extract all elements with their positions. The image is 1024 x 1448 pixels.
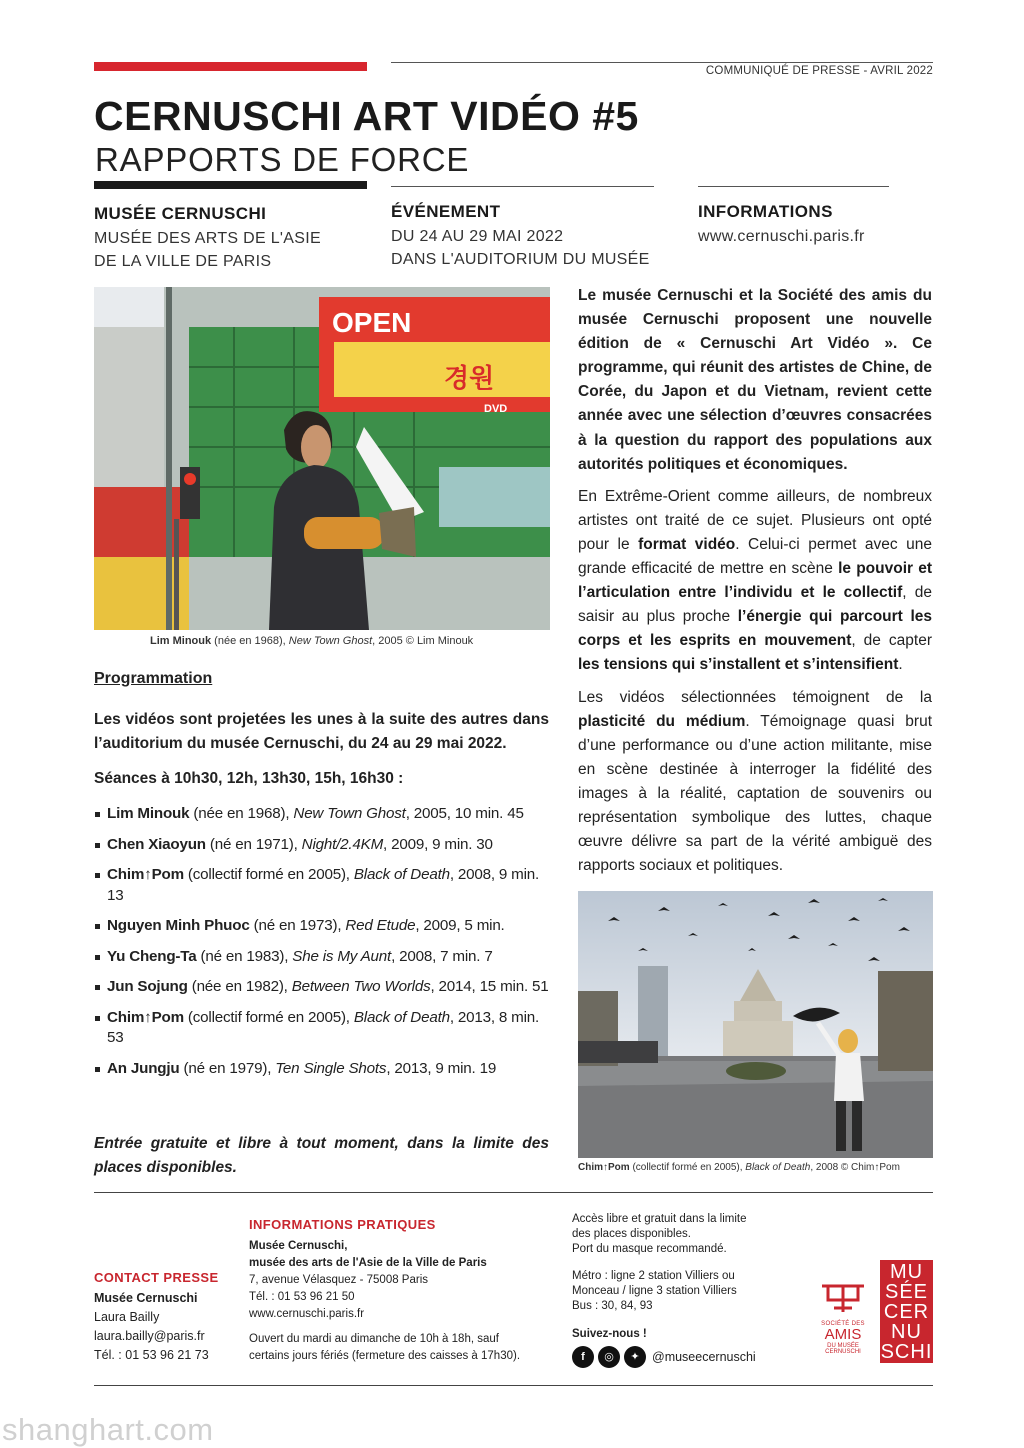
amis-bottom: DU MUSÉE xyxy=(827,1343,859,1349)
contact-phone: Tél. : 01 53 96 21 73 xyxy=(94,1348,209,1362)
caption-artist: Lim Minouk xyxy=(150,635,212,647)
caption-text: (née en 1968), xyxy=(211,635,289,647)
text-run: les tensions qui s’installent et s’intensifient xyxy=(578,656,899,674)
info-hours: certains jours fériés (fermeture des caisses à 17h30). xyxy=(249,1350,521,1362)
amis-bottom: CERNUSCHI xyxy=(825,1349,861,1355)
work-title: She is My Aunt xyxy=(292,947,392,965)
column-informations xyxy=(698,202,865,248)
page-title: CERNUSCHI ART VIDÉO #5 xyxy=(94,93,639,139)
text-run: . Celui-ci permet avec une grande efficacité de mettre en scène xyxy=(578,535,933,578)
artist-info: (né en 1971), xyxy=(205,835,302,853)
caption-artist: Chim↑Pom xyxy=(578,1162,630,1173)
artist-name: Chen Xiaoyun xyxy=(107,835,206,853)
facebook-icon[interactable]: f xyxy=(572,1346,594,1368)
list-item xyxy=(94,947,554,968)
photo-new-town-ghost-caption xyxy=(150,635,473,647)
column-event xyxy=(391,202,650,271)
press-contact-heading: CONTACT PRESSE xyxy=(94,1270,219,1285)
contact-org: Musée Cernuschi xyxy=(94,1291,198,1305)
transport-line: Métro : ligne 2 station Villiers ou xyxy=(572,1270,735,1282)
sign-korean-text: 경원 xyxy=(444,364,495,394)
work-details: , 2008, 7 min. 7 xyxy=(391,947,493,965)
info-org: Musée Cernuschi, xyxy=(249,1240,348,1252)
work-details: , 2005, 10 min. 45 xyxy=(405,805,524,822)
column-heading: INFORMATIONS xyxy=(698,202,833,221)
work-details: , 2009, 5 min. xyxy=(415,917,505,934)
footer-rule xyxy=(94,1192,933,1193)
work-details: , 2008, 9 min. 13 xyxy=(107,866,540,904)
header-red-bar xyxy=(94,62,367,71)
column-heading: ÉVÉNEMENT xyxy=(391,202,501,221)
twitter-icon[interactable]: ✦ xyxy=(624,1346,646,1368)
list-item xyxy=(94,865,554,906)
practical-info xyxy=(249,1217,559,1365)
transport-line: Monceau / ligne 3 station Villiers xyxy=(572,1285,737,1297)
column-rule xyxy=(391,186,654,187)
work-title: Black of Death xyxy=(353,1008,450,1026)
list-item xyxy=(94,804,554,825)
website-link[interactable]: www.cernuschi.paris.fr xyxy=(698,228,865,245)
work-title: Ten Single Shots xyxy=(275,1059,387,1077)
session-times: Séances à 10h30, 12h, 13h30, 15h, 16h30 : xyxy=(94,770,404,787)
transport-line: Bus : 30, 84, 93 xyxy=(572,1300,653,1312)
artist-name: Chim↑Pom xyxy=(107,866,184,883)
amis-logo xyxy=(816,1280,870,1355)
column-museum xyxy=(94,204,321,273)
artist-name: Nguyen Minh Phuoc xyxy=(107,917,250,934)
list-item xyxy=(94,916,554,937)
info-website[interactable]: www.cernuschi.paris.fr xyxy=(249,1308,365,1320)
artist-name: Jun Sojung xyxy=(107,978,188,995)
artist-name: Chim↑Pom xyxy=(107,1008,184,1026)
text-run: . xyxy=(898,656,903,674)
caption-text: , 2008 © Chim↑Pom xyxy=(810,1162,900,1173)
header-rule xyxy=(391,62,933,63)
logo-line: SÉE xyxy=(884,1281,929,1303)
programme-list xyxy=(94,804,554,1089)
text-run: En Extrême-Orient comme ailleurs, de nombreux artistes ont traité de ce sujet. Plusieurs ont opté pour le xyxy=(578,487,932,553)
work-details: , 2014, 15 min. 51 xyxy=(430,978,549,995)
artist-info: (né en 1979), xyxy=(179,1059,276,1077)
text-run: format vidéo xyxy=(638,535,736,553)
photo-new-town-ghost-illustration xyxy=(94,287,550,630)
work-details: , 2009, 9 min. 30 xyxy=(383,835,493,853)
column-line: DANS L'AUDITORIUM DU MUSÉE xyxy=(391,251,650,268)
contact-email[interactable]: laura.bailly@paris.fr xyxy=(94,1329,205,1343)
instagram-icon[interactable]: ◎ xyxy=(598,1346,620,1368)
programme-heading: Programmation xyxy=(94,670,213,687)
page-subtitle: RAPPORTS DE FORCE xyxy=(95,141,470,178)
programme-intro: Les vidéos sont projetées les unes à la suite des autres dans l’auditorium du musée Cernuschi, du 24 au 29 mai 2022. xyxy=(94,711,549,752)
contact-name: Laura Bailly xyxy=(94,1310,160,1324)
text-run: , de capter xyxy=(851,632,932,650)
photo-black-of-death xyxy=(578,891,933,1158)
caption-work: New Town Ghost xyxy=(288,635,373,647)
follow-us: Suivez-nous ! xyxy=(572,1328,647,1340)
artist-info: (né en 1983), xyxy=(196,947,293,965)
photo-black-of-death-illustration xyxy=(578,891,933,1158)
column-line: MUSÉE DES ARTS DE L'ASIE xyxy=(94,230,321,247)
work-title: New Town Ghost xyxy=(293,805,406,822)
caption-text: (collectif formé en 2005), xyxy=(629,1162,746,1173)
amis-big: AMIS xyxy=(824,1326,862,1343)
access-info xyxy=(572,1212,812,1368)
access-line: Accès libre et gratuit dans la limite xyxy=(572,1213,747,1225)
logo-line: MU xyxy=(889,1261,924,1283)
access-line: des places disponibles. xyxy=(572,1228,691,1240)
text-run: l’énergie qui parcourt les corps et les esprits en mouvement xyxy=(578,608,933,650)
list-item xyxy=(94,977,554,998)
artist-name: An Jungju xyxy=(107,1059,180,1077)
title-black-bar xyxy=(94,181,367,189)
museum-logo xyxy=(880,1260,933,1363)
work-title: Between Two Worlds xyxy=(291,978,431,995)
column-heading: MUSÉE CERNUSCHI xyxy=(94,204,267,223)
info-phone: Tél. : 01 53 96 21 50 xyxy=(249,1291,355,1303)
artist-info: (née en 1968), xyxy=(189,805,294,822)
artist-info: (collectif formé en 2005), xyxy=(183,1008,354,1026)
logo-line: CER xyxy=(883,1301,930,1323)
text-run: Les vidéos sélectionnées témoignent de la xyxy=(578,688,932,706)
work-title: Black of Death xyxy=(353,866,450,883)
intro-paragraph: Le musée Cernuschi et la Société des amis du musée Cernuschi proposent une nouvelle édition de « Cernuschi Art Vidéo ». Ce programme, qui réunit des artistes de Chine, de Corée, du Japon et du Vietnam, revient cette année avec une sélection d’œuvres consacrées à la question du rapport des populations aux autorités politiques et économiques. xyxy=(578,287,932,473)
footer-bottom-rule xyxy=(94,1385,933,1386)
logo-line: NU xyxy=(891,1321,922,1343)
amis-top: SOCIÉTÉ DES xyxy=(821,1321,865,1327)
caption-work: Black of Death xyxy=(745,1162,811,1173)
photo-new-town-ghost xyxy=(94,287,550,630)
artist-info: (collectif formé en 2005), xyxy=(183,866,354,883)
column-line: DU 24 AU 29 MAI 2022 xyxy=(391,228,564,245)
sign-open-text: OPEN xyxy=(332,307,412,338)
social-handle[interactable]: @museecernuschi xyxy=(652,1349,756,1364)
text-run: plasticité du médium xyxy=(578,712,746,730)
artist-info: (né en 1973), xyxy=(249,917,346,934)
amis-emblem-icon xyxy=(816,1280,870,1316)
info-address: 7, avenue Vélasquez - 75008 Paris xyxy=(249,1274,429,1286)
list-item xyxy=(94,835,554,856)
work-title: Night/2.4KM xyxy=(301,835,384,853)
list-item xyxy=(94,1059,554,1080)
logo-line: SCHI xyxy=(880,1341,933,1363)
work-details: , 2013, 9 min. 19 xyxy=(386,1059,497,1077)
watermark: shanghart.com xyxy=(2,1412,214,1447)
artist-info: (née en 1982), xyxy=(187,978,292,995)
practical-info-heading: INFORMATIONS PRATIQUES xyxy=(249,1217,436,1232)
text-run: , de saisir au plus proche xyxy=(578,584,932,626)
caption-text: , 2005 © Lim Minouk xyxy=(372,635,474,647)
free-entry-note: Entrée gratuite et libre à tout moment, dans la limite des places disponibles. xyxy=(94,1135,549,1176)
photo-black-of-death-caption xyxy=(578,1162,900,1173)
artist-name: Lim Minouk xyxy=(107,805,190,822)
work-details: , 2013, 8 min. 53 xyxy=(107,1008,540,1046)
intro-text xyxy=(578,284,932,886)
text-run: . Témoignage quasi brut d’une performance ou d’une action militante, mise en scène destinée à interroger la fidélité des images à la réalité, captation de souvenirs ou représentation symbolique des luttes, chaque œuvre délivre sa part de la vérité ambiguë des rapports sociaux et politiques. xyxy=(578,712,933,875)
text-run: le pouvoir et l’articulation entre l’individu et le collectif xyxy=(578,560,932,602)
column-line: DE LA VILLE DE PARIS xyxy=(94,253,272,270)
plasticity-paragraph xyxy=(578,686,932,879)
format-paragraph xyxy=(578,485,932,678)
list-item xyxy=(94,1008,554,1049)
press-release-date: COMMUNIQUÉ DE PRESSE - AVRIL 2022 xyxy=(705,65,933,77)
press-contact xyxy=(94,1270,244,1365)
work-title: Red Etude xyxy=(345,917,416,934)
info-org: musée des arts de l'Asie de la Ville de Paris xyxy=(249,1257,487,1269)
social-row xyxy=(572,1346,812,1368)
column-rule xyxy=(698,186,889,187)
info-hours: Ouvert du mardi au dimanche de 10h à 18h, sauf xyxy=(249,1333,499,1345)
access-line: Port du masque recommandé. xyxy=(572,1243,727,1255)
sign-dvd-text: DVD xyxy=(484,403,508,415)
artist-name: Yu Cheng-Ta xyxy=(107,947,197,965)
